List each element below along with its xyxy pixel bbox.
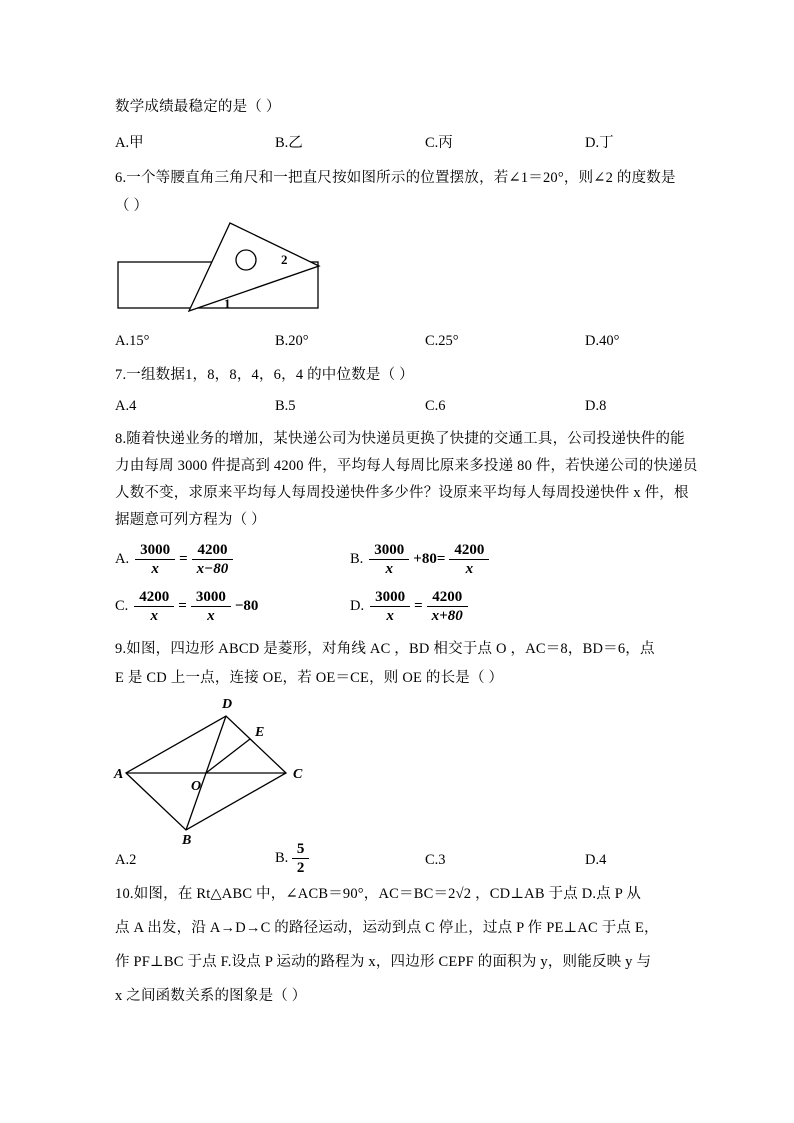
option-label: B. <box>350 551 364 567</box>
question5-option-b: B.乙 <box>275 135 303 151</box>
question9-figure <box>112 694 322 844</box>
question10-line1: 10.如图，在 Rt△ABC 中，∠ACB＝90°，AC＝BC＝2√2 ，CD⊥AB 于点 D.点 P 从 <box>115 886 642 902</box>
question8-line4: 据题意可列方程为（ ） <box>115 512 266 528</box>
plus-equals: +80= <box>413 551 446 567</box>
question10-line3: 作 PF⊥BC 于点 F.设点 P 运动的路程为 x，四边形 CEPF 的面积为 y，则能反映 y 与 <box>115 954 652 970</box>
vertex-c-label: C <box>293 767 303 782</box>
question9-option-c: C.3 <box>425 852 446 868</box>
question7-option-d: D.8 <box>585 398 607 414</box>
option-label: D. <box>350 598 365 614</box>
question6-line1: 6.一个等腰直角三角尺和一把直尺按如图所示的位置摆放，若∠1＝20°，则∠2 的度数是 <box>115 170 676 186</box>
fraction: $\frac{3000}{x}$ <box>369 541 409 578</box>
question5-option-c: C.丙 <box>425 135 453 151</box>
vertex-a-label: A <box>114 767 124 782</box>
option-label: C. <box>115 598 129 614</box>
fraction: $\frac{3000}{x}$ <box>370 588 410 625</box>
question5-option-d: D.丁 <box>585 135 614 151</box>
equals-sign: = <box>179 551 188 567</box>
point-e-label: E <box>255 725 265 740</box>
angle-2-label: 2 <box>281 252 288 267</box>
question8-equations-row1 <box>115 541 693 585</box>
question9-option-d: D.4 <box>585 852 607 868</box>
center-o-label: O <box>191 779 202 794</box>
equals-sign: = <box>178 598 187 614</box>
question8-line3: 人数不变，求原来平均每人每周投递快件多少件？设原来平均每人每周投递快件 x 件，根 <box>115 485 689 501</box>
question7-stem: 7.一组数据1，8，8，4，6，4 的中位数是（ ） <box>115 367 414 383</box>
question8-option-a <box>115 541 241 578</box>
question10-line4: x 之间函数关系的图象是（ ） <box>115 988 307 1004</box>
question7-option-c: C.6 <box>425 398 446 414</box>
question6-option-c: C.25° <box>425 333 459 349</box>
question6-line2: （ ） <box>115 198 149 214</box>
question8-option-c <box>115 588 262 625</box>
question10-line2: 点 A 出发，沿 A→D→C 的路径运动，运动到点 C 停止，过点 P 作 PE⊥AC 于点 E， <box>115 920 659 936</box>
question6-figure <box>115 220 330 320</box>
question5-stem: 数学成绩最稳定的是（ ） <box>115 99 281 115</box>
question9-option-a: A.2 <box>115 852 137 868</box>
question8-equations-row2 <box>115 588 693 632</box>
fraction: $\frac{3000}{x}$ <box>135 541 175 578</box>
question6-options <box>115 333 693 359</box>
question5-option-a: A.甲 <box>115 135 144 151</box>
question9-line1: 9.如图，四边形 ABCD 是菱形，对角线 AC ，BD 相交于点 O ，AC＝8，BD＝6，点 <box>115 641 655 657</box>
fraction-five-halves: $\frac{5}{2}$ <box>292 840 310 877</box>
question7-option-a: A.4 <box>115 398 137 414</box>
question8-line1: 8.随着快递业务的增加，某快递公司为快递员更换了快捷的交通工具，公司投递快件的能 <box>115 431 685 447</box>
option-label: B. <box>275 849 289 866</box>
question9-option-b <box>275 840 309 877</box>
question7-option-b: B.5 <box>275 398 296 414</box>
question7-options <box>115 398 693 424</box>
question9-line2: E 是 CD 上一点，连接 OE，若 OE＝CE，则 OE 的长是（ ） <box>115 670 504 686</box>
option-label: A. <box>115 551 130 567</box>
question6-option-a: A.15° <box>115 333 150 349</box>
equals-sign: = <box>414 598 423 614</box>
question6-option-d: D.40° <box>585 333 620 349</box>
question9-options <box>115 840 693 882</box>
minus-80: −80 <box>234 598 259 614</box>
vertex-b-label: B <box>182 833 192 844</box>
question6-option-b: B.20° <box>275 333 309 349</box>
fraction: $\frac{4200}{x}$ <box>134 588 174 625</box>
question5-options <box>115 131 693 157</box>
fraction: $\frac{4200}{x-80}$ <box>192 541 234 578</box>
fraction: $\frac{4200}{x+80}$ <box>427 588 468 625</box>
angle-1-label: 1 <box>224 296 231 311</box>
question8-option-d <box>350 588 476 625</box>
fraction: $\frac{3000}{x}$ <box>191 588 231 625</box>
vertex-d-label: D <box>222 697 233 712</box>
fraction: $\frac{4200}{x}$ <box>449 541 489 578</box>
question8-line2: 力由每周 3000 件提高到 4200 件，平均每人每周比原来多投递 80 件，若快递公司的快递员 <box>115 458 698 474</box>
question8-option-b <box>350 541 497 578</box>
